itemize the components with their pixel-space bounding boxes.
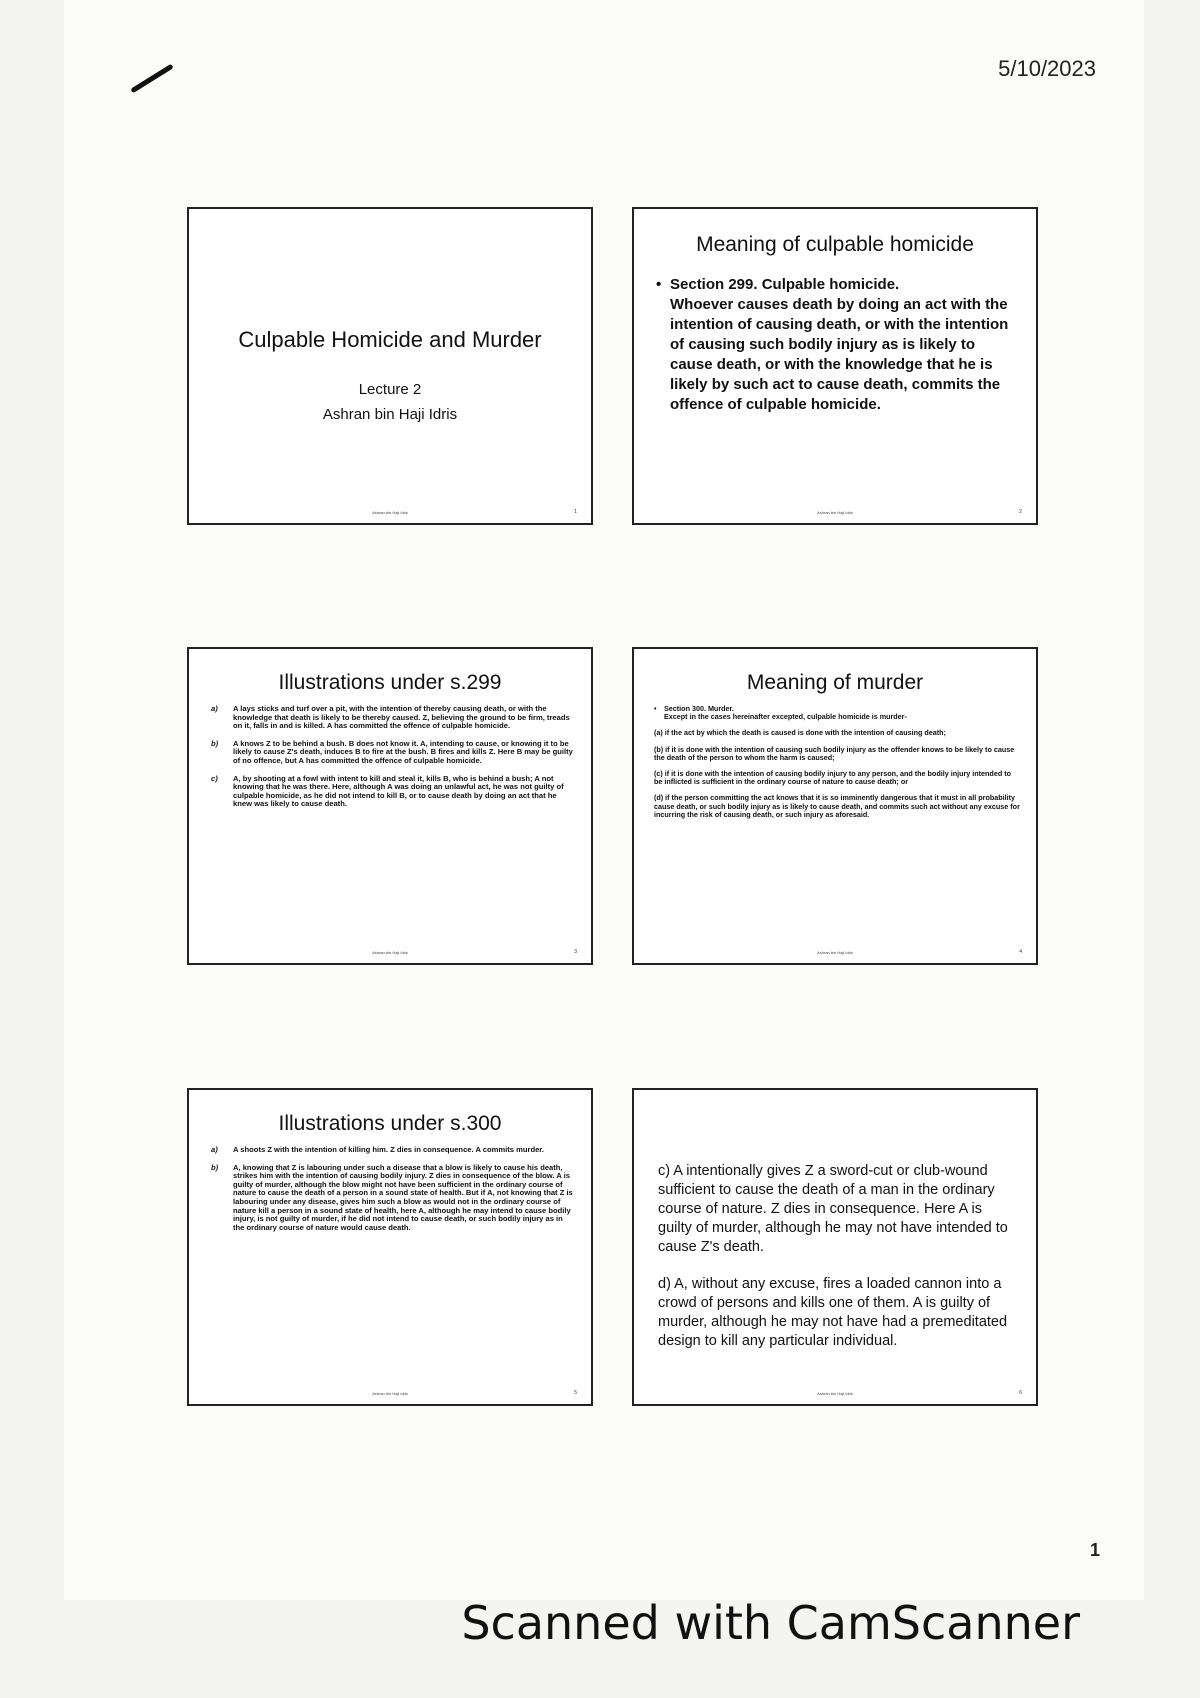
paragraph: (d) if the person committing the act knows that it is so imminently dangerous that it must in all probability cause death, or such bodily injury as is likely to cause death, and commits such act without any excuse for incurring the risk of causing death, or such injury as aforesaid.: [654, 793, 1020, 819]
slide-4-section: Section 300. Murder.: [664, 704, 734, 713]
slide-2-body: [656, 275, 1014, 415]
slide-footer-author: Ashran bin Haji Idris: [372, 1391, 408, 1396]
slide-footer-author: Ashran bin Haji Idris: [372, 950, 408, 955]
slide-4-title: Meaning of murder: [746, 671, 924, 694]
slide-1: [187, 207, 593, 525]
paragraph: c) A intentionally gives Z a sword-cut or club-wound sufficient to cause the death of a man in the ordinary course of nature. Z dies in consequence. Here A is guilty of murder, although he may not have intended to cause Z's death.: [658, 1163, 1008, 1255]
illustration-list: [211, 1146, 573, 1232]
slide-5-title: Illustrations under s.300: [278, 1112, 502, 1135]
list-item: [211, 775, 573, 809]
item-text: A, by shooting at a fowl with intent to kill and steal it, kills B, who is behind a bush; A not knowing that he was there. Here, although A was doing an unlawful act, he was not guilty of culpable homicide, as he did not intend to kill B, or to cause death by doing an act that he knew was likely to cause death.: [233, 773, 564, 809]
item-label: b): [211, 738, 219, 748]
item-label: c): [211, 773, 218, 783]
scanner-watermark: Scanned with CamScanner: [461, 1596, 1080, 1650]
slide-2-section: Section 299. Culpable homicide.: [670, 276, 900, 293]
slide-1-title: Culpable Homicide and Murder: [238, 327, 542, 352]
item-text: A shoots Z with the intention of killing him. Z dies in consequence. A commits murder.: [233, 1145, 544, 1154]
slide-footer: [634, 1388, 1036, 1396]
slide-footer-author: Ashran bin Haji Idris: [817, 1391, 853, 1396]
slide-2: [632, 207, 1038, 525]
slide-footer: [634, 507, 1036, 515]
slide-footer: [189, 507, 591, 515]
bullet-icon: •: [654, 704, 657, 713]
slide-footer-author: Ashran bin Haji Idris: [817, 950, 853, 955]
slide-6-body: [658, 1162, 1018, 1351]
slide-1-subtitle: Lecture 2: [358, 381, 422, 398]
slide-1-author: Ashran bin Haji Idris: [322, 406, 458, 423]
list-item: [211, 705, 573, 731]
paragraph: d) A, without any excuse, fires a loaded cannon into a crowd of persons and kills one of them. A is guilty of murder, although he may not have had a premeditated design to kill any particular individual.: [658, 1276, 1008, 1349]
slide-6: [632, 1088, 1038, 1406]
slide-4-intro: Except in the cases hereinafter excepted, culpable homicide is murder-: [664, 712, 907, 722]
slide-number: 1: [574, 509, 577, 515]
slide-footer: [189, 1388, 591, 1396]
slide-footer: [634, 947, 1036, 955]
slide-4-body: [654, 705, 1020, 819]
paragraph: (b) if it is done with the intention of causing such bodily injury as the offender knows to be likely to cause the death of the person to whom the harm is caused;: [654, 744, 1015, 762]
slide-footer-author: Ashran bin Haji Idris: [372, 510, 408, 515]
slide-footer-author: Ashran bin Haji Idris: [817, 510, 853, 515]
slide-number: 4: [1019, 949, 1022, 955]
page-date: 5/10/2023: [998, 56, 1096, 81]
slide-2-text: Whoever causes death by doing an act with the intention of causing death, or with the intention of causing such bodily injury as is likely to cause death, or with the knowledge that he is likely by such act to cause death, commits the offence of culpable homicide.: [670, 296, 1009, 413]
illustration-list: [211, 705, 573, 809]
slide-5: [187, 1088, 593, 1406]
list-item: [211, 1164, 573, 1233]
slide-number: 5: [574, 1390, 577, 1396]
page-number: 1: [1089, 1540, 1100, 1560]
slide-number: 3: [574, 949, 577, 955]
item-text: A, knowing that Z is labouring under such a disease that a blow is likely to cause his death, strikes him with the intention of causing bodily injury. Z dies in consequence of the blow. A is guilty of murder, although the blow might not have been sufficient in the ordinary course of nature to cause the death of a person in a sound state of health. But if A, not knowing that Z is labouring under any disease, gives him such a blow as would not in the ordinary course of nature kill a person in a sound state of health, here A, although he may intend to cause bodily injury, is not guilty of murder, if he did not intend to cause death, or such bodily injury as in the ordinary course of nature would cause death.: [233, 1162, 573, 1232]
item-text: A lays sticks and turf over a pit, with the intention of thereby causing death, or with the knowledge that death is likely to be thereby caused. Z, believing the ground to be firm, treads on it, falls in and is killed. A has committed the offence of culpable homicide.: [233, 704, 570, 731]
list-item: [211, 740, 573, 766]
item-label: a): [211, 704, 218, 713]
slide-number: 2: [1019, 509, 1022, 515]
slide-number: 6: [1019, 1390, 1022, 1396]
item-label: b): [211, 1162, 219, 1172]
slide-footer: [189, 947, 591, 955]
item-label: a): [211, 1145, 218, 1154]
list-item: [211, 1146, 573, 1155]
slide-3: [187, 647, 593, 965]
paragraph: (c) if it is done with the intention of causing bodily injury to any person, and the bodily injury intended to be inflicted is sufficient in the ordinary course of nature to cause death; or: [654, 769, 1011, 787]
slide-2-title: Meaning of culpable homicide: [696, 233, 974, 256]
slide-3-title: Illustrations under s.299: [278, 671, 502, 694]
item-text: A knows Z to be behind a bush. B does not know it. A, intending to cause, or knowing it to be likely to cause Z's death, induces B to fire at the bush. B fires and kills Z. Here B may be guilty of no offence, but A has committed the offence of culpable homicide.: [233, 738, 573, 765]
paragraph: (a) if the act by which the death is caused is done with the intention of causing death;: [654, 728, 946, 738]
slide-4: [632, 647, 1038, 965]
bullet-icon: •: [656, 276, 662, 293]
